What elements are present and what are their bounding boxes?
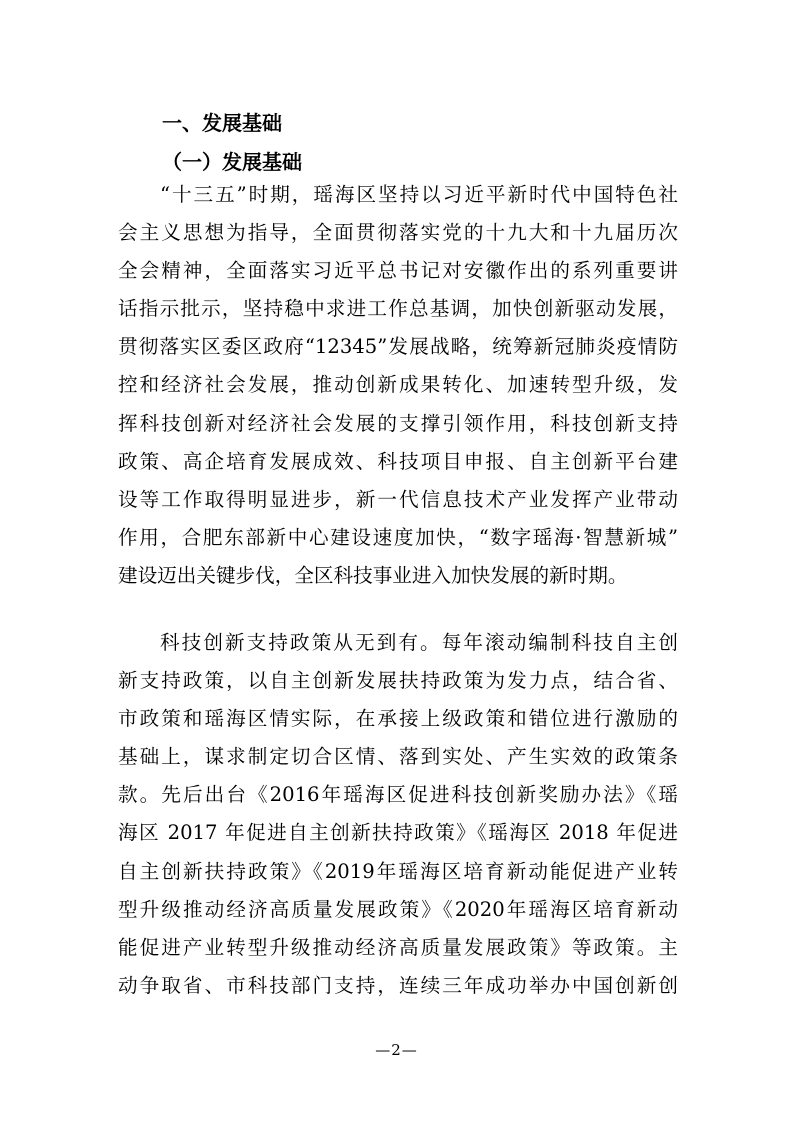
text-line: 新支持政策，以自主创新发展扶持政策为发力点，结合省、 (118, 669, 678, 693)
text-line: 话指示批示，坚持稳中求进工作总基调，加快创新驱动发展， (118, 297, 678, 321)
text-line: 政策、高企培育发展成效、科技项目申报、自主创新平台建 (118, 449, 678, 473)
text-line: 动争取省、市科技部门支持，连续三年成功举办中国创新创 (118, 973, 678, 997)
page-number: —2— (375, 1041, 418, 1059)
subsection-heading: （一）发展基础 (162, 150, 302, 174)
text-line: 作用，合肥东部新中心建设速度加快，“数字瑶海·智慧新城” (118, 525, 678, 549)
text-line: 全会精神，全面落实习近平总书记对安徽作出的系列重要讲 (118, 259, 678, 283)
text-line: 款。先后出台《2016年瑶海区促进科技创新奖励办法》《瑶 (118, 783, 678, 807)
text-line: 贯彻落实区委区政府“12345”发展战略，统筹新冠肺炎疫情防 (118, 335, 678, 359)
text-line: 市政策和瑶海区情实际，在承接上级政策和错位进行激励的 (118, 707, 678, 731)
paragraph-development-overview (118, 176, 678, 595)
paragraph-policy-support (118, 624, 678, 1005)
text-line: 会主义思想为指导，全面贯彻落实党的十九大和十九届历次 (118, 221, 678, 245)
section-heading: 一、发展基础 (162, 111, 282, 135)
text-line: 建设迈出关键步伐，全区科技事业进入加快发展的新时期。 (118, 563, 628, 587)
text-line: 基础上，谋求制定切合区情、落到实处、产生实效的政策条 (118, 745, 678, 769)
text-line: 能促进产业转型升级推动经济高质量发展政策》等政策。主 (118, 935, 678, 959)
text-line: 挥科技创新对经济社会发展的支撑引领作用，科技创新支持 (118, 411, 678, 435)
text-line: 型升级推动经济高质量发展政策》《2020年瑶海区培育新动 (118, 897, 678, 921)
text-line: 自主创新扶持政策》《2019年瑶海区培育新动能促进产业转 (118, 859, 678, 883)
text-line: 控和经济社会发展，推动创新成果转化、加速转型升级，发 (118, 373, 678, 397)
text-line: 科技创新支持政策从无到有。每年滚动编制科技自主创 (160, 631, 678, 654)
text-line: 设等工作取得明显进步，新一代信息技术产业发挥产业带动 (118, 487, 678, 511)
text-line: 海区 2017 年促进自主创新扶持政策》《瑶海区 2018 年促进 (118, 821, 678, 845)
text-line: “十三五”时期，瑶海区坚持以习近平新时代中国特色社 (160, 183, 678, 206)
